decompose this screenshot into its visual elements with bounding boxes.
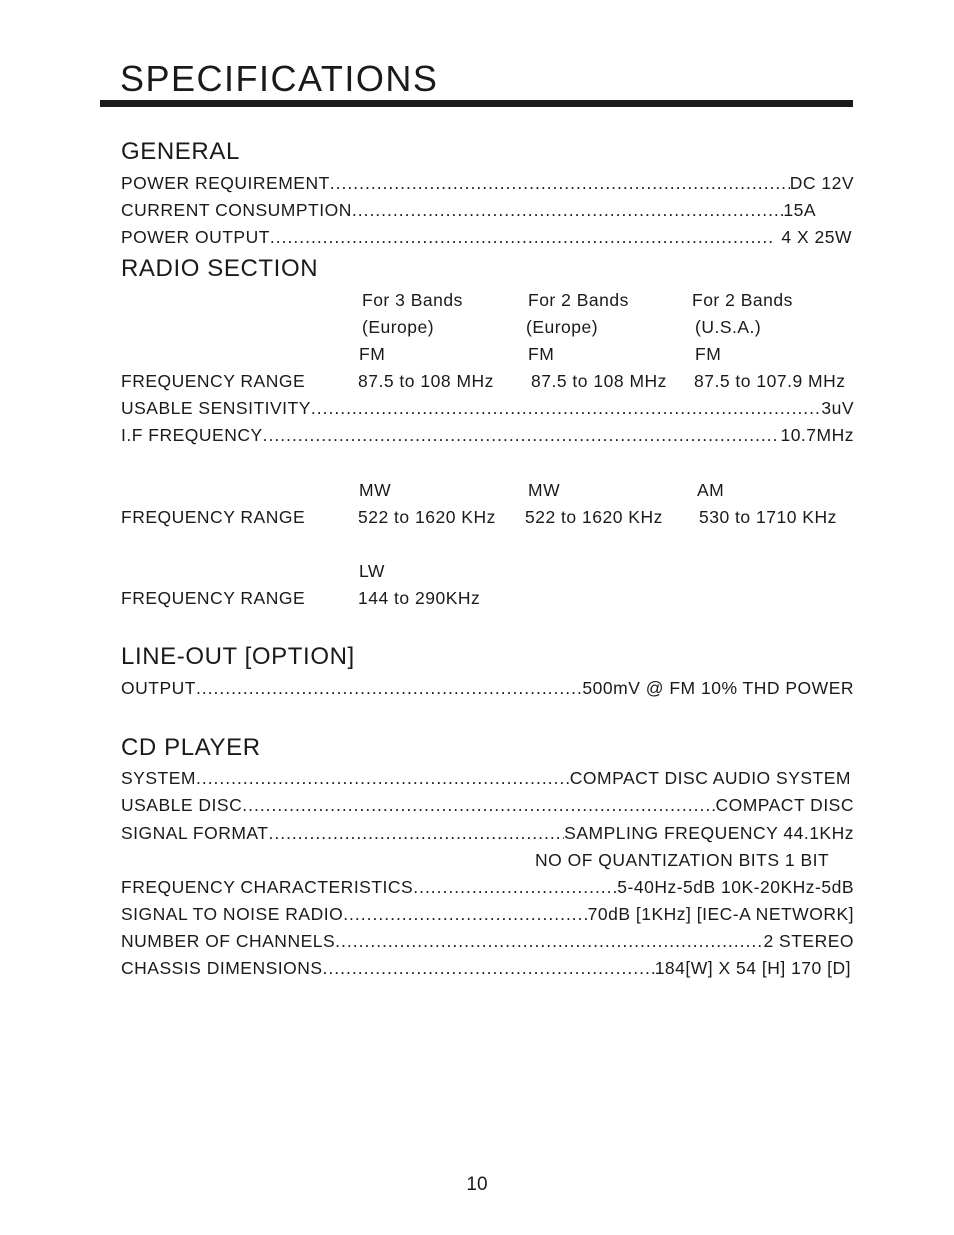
- spec-row-system: [121, 768, 851, 788]
- spec-label: POWER REQUIREMENT: [121, 173, 330, 193]
- leader-dots: [335, 931, 763, 951]
- spec-row-output: [121, 678, 854, 698]
- leader-dots: [343, 904, 587, 924]
- spec-label: NUMBER OF CHANNELS: [121, 931, 336, 951]
- spec-value: 500mV @ FM 10% THD POWER: [582, 678, 854, 698]
- leader-dots: [242, 795, 715, 815]
- spec-row-power-requirement: [121, 173, 854, 193]
- spec-label: FREQUENCY CHARACTERISTICS: [121, 877, 414, 897]
- title-rule: [100, 100, 853, 107]
- spec-value: 184[W] X 54 [H] 170 [D]: [654, 958, 851, 978]
- spec-value: 10.7MHz: [780, 425, 854, 445]
- section-heading-cd-player: CD PLAYER: [121, 734, 261, 761]
- leader-dots: [311, 398, 821, 418]
- spec-row-power-output: [121, 227, 852, 247]
- spec-label: SIGNAL FORMAT: [121, 823, 269, 843]
- radio-col1-band-fm: FM: [359, 344, 386, 364]
- spec-row-if-frequency: [121, 425, 854, 445]
- spec-value: 70dB [1KHz] [IEC-A NETWORK]: [587, 904, 854, 924]
- radio-col2-fm-range: 87.5 to 108 MHz: [531, 371, 667, 391]
- radio-col3-region: (U.S.A.): [695, 317, 762, 337]
- spec-row-frequency-characteristics: [121, 877, 854, 897]
- leader-dots: [268, 823, 564, 843]
- leader-dots: [330, 173, 790, 193]
- spec-row-signal-format: [121, 823, 854, 843]
- spec-value: SAMPLING FREQUENCY 44.1KHz: [564, 823, 854, 843]
- spec-value: COMPACT DISC: [715, 795, 854, 815]
- radio-col2-header: For 2 Bands: [528, 290, 629, 310]
- radio-col3-band-am: AM: [697, 480, 725, 500]
- spec-row-usable-disc: [121, 795, 854, 815]
- page-title: SPECIFICATIONS: [120, 58, 439, 99]
- spec-label: POWER OUTPUT: [121, 227, 270, 247]
- spec-value: 5-40Hz-5dB 10K-20KHz-5dB: [617, 877, 854, 897]
- section-heading-radio: RADIO SECTION: [121, 255, 319, 282]
- spec-label: USABLE SENSITIVITY: [121, 398, 311, 418]
- radio-col2-region: (Europe): [526, 317, 599, 337]
- radio-lw-range: 144 to 290KHz: [358, 588, 481, 608]
- section-heading-lineout: LINE-OUT [OPTION]: [121, 643, 355, 670]
- leader-dots: [413, 877, 617, 897]
- spec-label: CURRENT CONSUMPTION: [121, 200, 352, 220]
- spec-value: 2 STEREO: [763, 931, 854, 951]
- leader-dots: [263, 425, 781, 445]
- spec-label: USABLE DISC: [121, 795, 243, 815]
- spec-label: SIGNAL TO NOISE RADIO: [121, 904, 344, 924]
- leader-dots: [270, 227, 775, 247]
- page-number: 10: [466, 1174, 488, 1195]
- radio-col3-header: For 2 Bands: [692, 290, 793, 310]
- spec-row-usable-sensitivity: [121, 398, 854, 418]
- frequency-range-label-fm: FREQUENCY RANGE: [121, 371, 306, 391]
- radio-col1-mw-range: 522 to 1620 KHz: [358, 507, 496, 527]
- leader-dots: [196, 678, 582, 698]
- radio-col2-band-fm: FM: [528, 344, 555, 364]
- radio-col1-fm-range: 87.5 to 108 MHz: [358, 371, 494, 391]
- radio-col1-band-mw: MW: [359, 480, 392, 500]
- spec-label: SYSTEM: [121, 768, 196, 788]
- section-heading-general: GENERAL: [121, 138, 240, 165]
- leader-dots: [323, 958, 655, 978]
- leader-dots: [196, 768, 570, 788]
- radio-col3-fm-range: 87.5 to 107.9 MHz: [694, 371, 846, 391]
- spec-row-current-consumption: [121, 200, 816, 220]
- spec-value: DC 12V: [789, 173, 854, 193]
- spec-label: CHASSIS DIMENSIONS: [121, 958, 323, 978]
- spec-value: 15A: [783, 200, 816, 220]
- spec-label: I.F FREQUENCY: [121, 425, 263, 445]
- spec-value: COMPACT DISC AUDIO SYSTEM: [569, 768, 851, 788]
- radio-col2-mw-range: 522 to 1620 KHz: [525, 507, 663, 527]
- spec-value: 4 X 25W: [781, 227, 852, 247]
- spec-row-signal-to-noise: [121, 904, 854, 924]
- spec-label: OUTPUT: [121, 678, 196, 698]
- spec-value: 3uV: [821, 398, 854, 418]
- leader-dots: [352, 200, 784, 220]
- radio-col3-band-fm: FM: [695, 344, 722, 364]
- frequency-range-label-mw: FREQUENCY RANGE: [121, 507, 306, 527]
- spec-row-chassis-dimensions: [121, 958, 851, 978]
- radio-col2-band-mw: MW: [528, 480, 561, 500]
- spec-row-number-of-channels: [121, 931, 854, 951]
- radio-band-lw: LW: [359, 561, 385, 581]
- radio-col1-header: For 3 Bands: [362, 290, 463, 310]
- radio-col1-region: (Europe): [362, 317, 435, 337]
- frequency-range-label-lw: FREQUENCY RANGE: [121, 588, 306, 608]
- signal-format-line2: NO OF QUANTIZATION BITS 1 BIT: [535, 850, 830, 870]
- radio-col3-am-range: 530 to 1710 KHz: [699, 507, 837, 527]
